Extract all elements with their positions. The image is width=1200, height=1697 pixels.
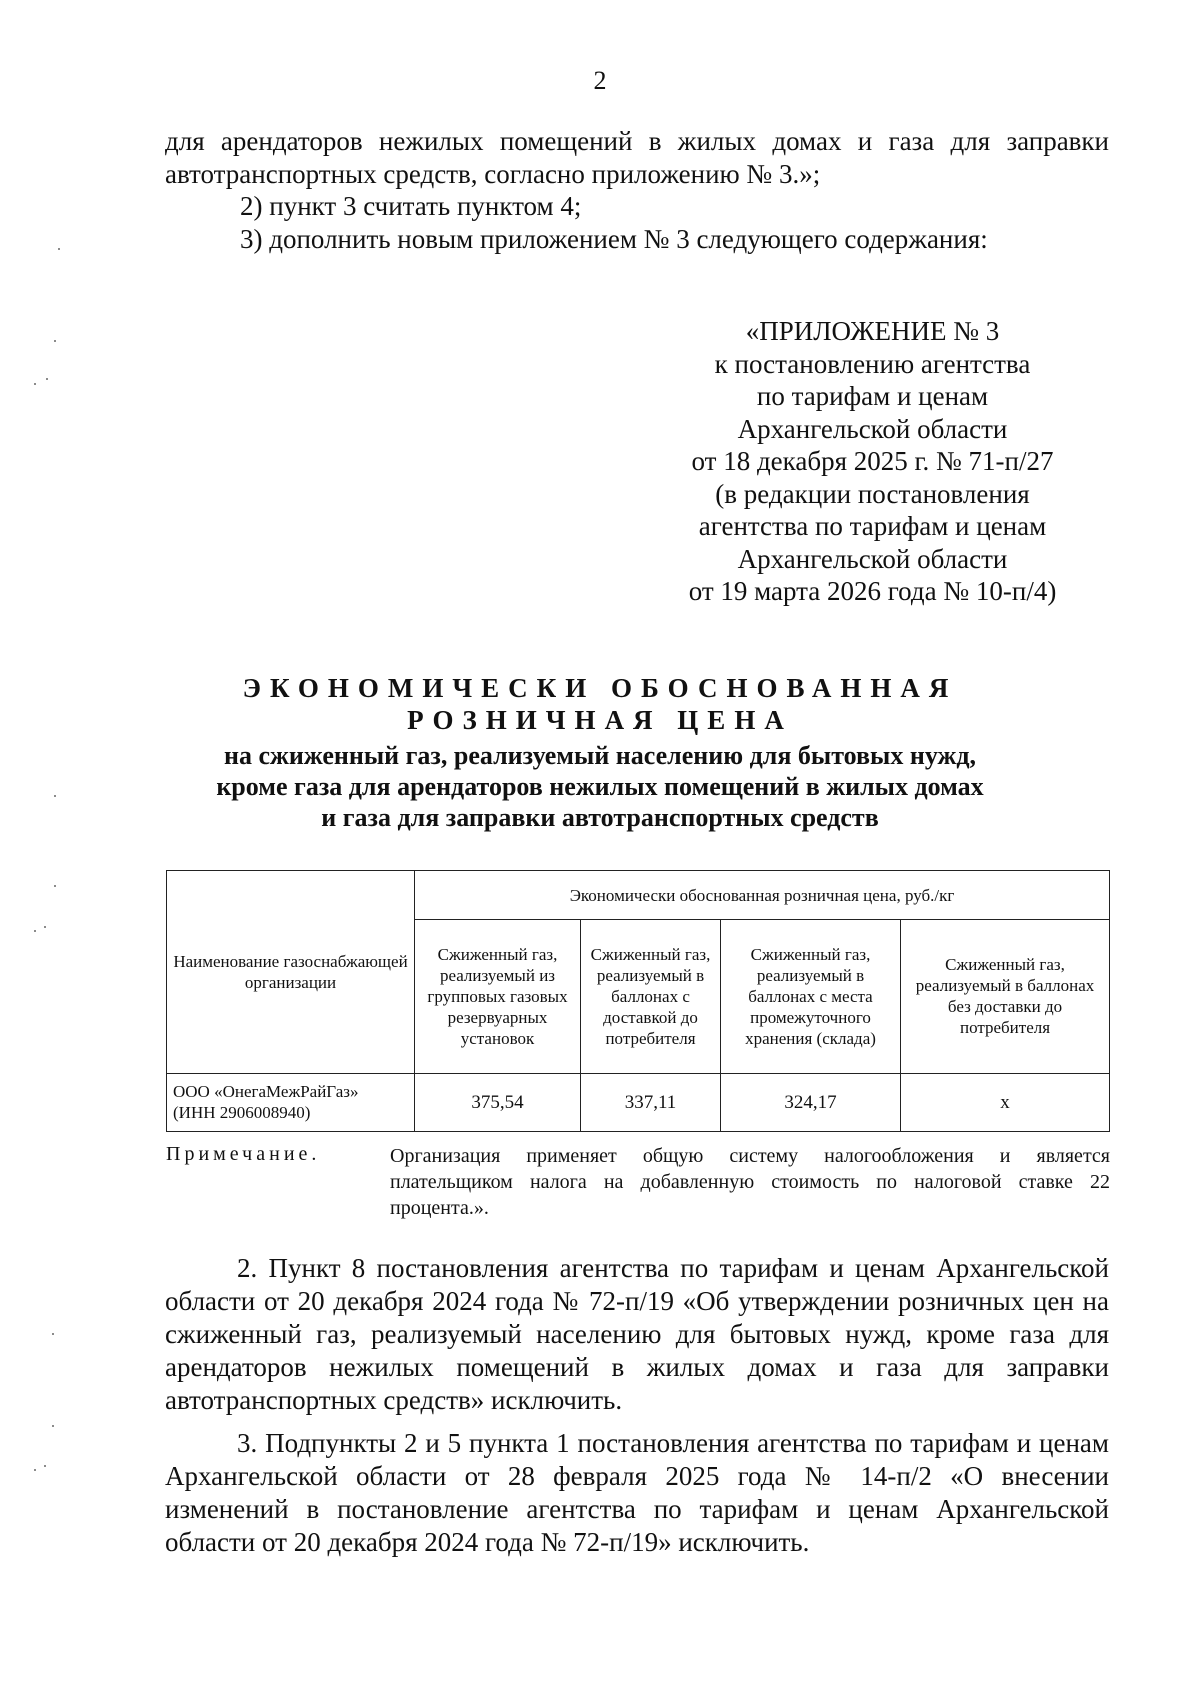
appendix-line: Архангельской области [737, 413, 1008, 444]
column-header-cell: Сжиженный газ, реализуемый в баллонах без доставки до потребителя [901, 920, 1110, 1073]
price-cell: 337,11 [581, 1073, 721, 1131]
group-header-cell: Экономически обоснованная розничная цена, руб./кг [415, 871, 1110, 920]
column-header-cell: Сжиженный газ, реализуемый в баллонах с доставкой до потребителя [581, 920, 721, 1073]
scan-speck [34, 930, 36, 932]
appendix-line: от 19 марта 2026 года № 10-п/4) [688, 576, 1057, 606]
intro-paragraph: для арендаторов нежилых помещений в жилых домах и газа для заправки автотранспортных средств, согласно приложению № 3.»; [165, 126, 1109, 189]
document-title-line2: РОЗНИЧНАЯ ЦЕНА [407, 705, 793, 735]
table-row [167, 1073, 1110, 1131]
appendix-line: Архангельской области [737, 543, 1008, 574]
list-item: 3) дополнить новым приложением № 3 следующего содержания: [240, 224, 988, 254]
scan-speck [52, 1425, 54, 1427]
scan-speck [58, 248, 60, 250]
subtitle-line: и газа для заправки автотранспортных средств [321, 803, 879, 832]
price-cell: 324,17 [721, 1073, 901, 1131]
subtitle-line: кроме газа для арендаторов нежилых помещений в жилых домах [216, 772, 984, 801]
note-text: Организация применяет общую систему налогообложения и является плательщиком налога на добавленную стоимость по налоговой ставке 22 процента.». [390, 1145, 1110, 1219]
scan-speck [54, 885, 56, 887]
price-cell: х [901, 1073, 1110, 1131]
price-cell: 375,54 [415, 1073, 581, 1131]
note-label: Примечание. [166, 1143, 321, 1165]
scan-speck [34, 383, 36, 385]
column-header-cell: Сжиженный газ, реализуемый из групповых газовых резервуарных установок [415, 920, 581, 1073]
paragraph-3: 3. Подпункты 2 и 5 пункта 1 постановления агентства по тарифам и ценам Архангельской области от 28 февраля 2025 года № 14-п/2 «О внесении изменений в постановление агентства по тарифам и ценам Архангельской области от 20 декабря 2024 года № 72-п/19» исключить. [165, 1428, 1109, 1557]
page-number: 2 [593, 66, 607, 95]
appendix-line: по тарифам и ценам [756, 381, 989, 411]
appendix-line: к постановлению агентства [714, 348, 1031, 379]
price-table [166, 870, 1110, 1132]
appendix-line: от 18 декабря 2025 г. № 71-п/27 [691, 446, 1054, 476]
appendix-line: (в редакции постановления [715, 478, 1030, 509]
scan-speck [46, 378, 48, 380]
scan-speck [44, 1465, 46, 1467]
document-subtitle [0, 740, 1200, 833]
list-item: 2) пункт 3 считать пунктом 4; [240, 191, 582, 221]
appendix-line: агентства по тарифам и ценам [698, 511, 1047, 541]
appendix-line: «ПРИЛОЖЕНИЕ № 3 [745, 316, 1000, 346]
paragraph-2: 2. Пункт 8 постановления агентства по тарифам и ценам Архангельской области от 20 декабря 2024 года № 72-п/19 «Об утверждении розничных цен на сжиженный газ, реализуемый населению для бытовых нужд, кроме газа для арендаторов нежилых помещений в жилых домах и газа для заправки автотранспортных средств» исключить. [165, 1253, 1109, 1415]
org-inn: (ИНН 2906008940) [173, 1103, 311, 1123]
scan-speck [54, 340, 56, 342]
scan-speck [34, 1469, 36, 1471]
subtitle-line: на сжиженный газ, реализуемый населению для бытовых нужд, [223, 741, 977, 770]
appendix-header [640, 315, 1105, 608]
scan-speck [44, 926, 46, 928]
column-header-cell: Сжиженный газ, реализуемый в баллонах с места промежуточного хранения (склада) [721, 920, 901, 1073]
org-name-cell [167, 1073, 415, 1131]
org-name: ООО «ОнегаМежРайГаз» [173, 1082, 359, 1102]
document-title: ЭКОНОМИЧЕСКИ ОБОСНОВАННАЯ [242, 673, 958, 703]
scan-speck [54, 795, 56, 797]
scan-speck [52, 1333, 54, 1335]
org-header-cell: Наименование газоснабжающей организации [167, 871, 415, 1074]
